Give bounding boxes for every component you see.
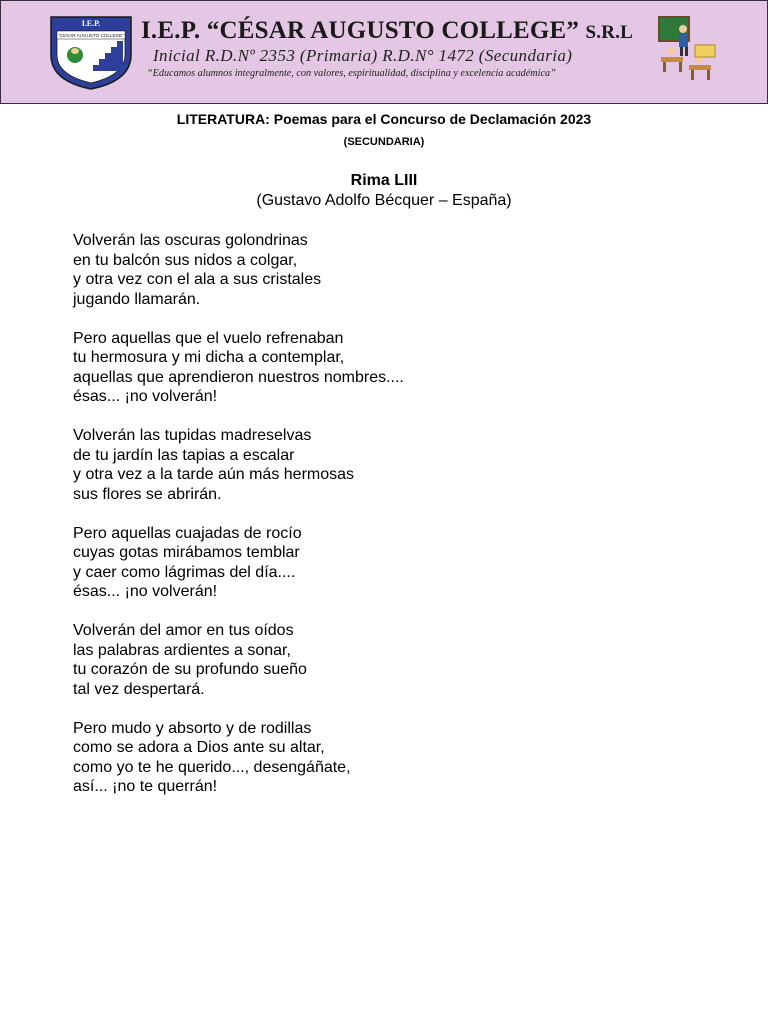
poem-line: jugando llamarán. [73,290,201,308]
poem-body [73,231,693,816]
poem-line: sus flores se abrirán. [73,485,222,503]
poem-line: ésas... ¡no volverán! [73,583,218,600]
poem-stanza [73,524,693,602]
poem-stanza [73,719,693,797]
poem-stanza [73,426,693,504]
poem-line: y otra vez con el ala a sus cristales [73,271,322,288]
resolution-numbers: Inicial R.D.Nº 2353 (Primaria) R.D.N° 1472 (Secundaria) [153,46,573,65]
poem-line: Pero aquellas cuajadas de rocío [73,524,302,542]
poem-line: en tu balcón sus nidos a colgar, [73,251,298,269]
poem-stanza [73,621,693,699]
crest-top-text: I.E.P. [81,19,101,28]
poem-line: Volverán las tupidas madreselvas [73,427,312,444]
poem-line: tu corazón de su profundo sueño [73,661,307,678]
school-name-text: I.E.P. “CÉSAR AUGUSTO COLLEGE” [141,17,580,44]
poem-line: ésas... ¡no volverán! [73,388,218,405]
document-subtitle: (SECUNDARIA) [343,136,425,148]
document-title: LITERATURA: Poemas para el Concurso de Declamación 2023 [176,111,592,127]
school-name-suffix: S.R.L [585,22,633,43]
poem-line: tu hermosura y mi dicha a contemplar, [73,349,345,366]
poem-line: Volverán del amor en tus oídos [73,622,294,639]
poem-line: Pero mudo y absorto y de rodillas [73,719,312,737]
poem-line: de tu jardín las tapias a escalar [73,446,295,464]
poem-stanza [73,329,693,407]
poem-line: así... ¡no te querrán! [73,778,218,795]
poem-line: cuyas gotas mirábamos temblar [73,544,300,561]
poem-line: las palabras ardientes a sonar, [73,641,291,659]
poem-line: Volverán las oscuras golondrinas [73,232,308,249]
poem-line: como se adora a Dios ante su altar, [73,739,325,756]
school-name [141,17,636,45]
poem-author: (Gustavo Adolfo Bécquer – España) [256,192,512,209]
poem-line: como yo te he querido..., desengáñate, [73,758,351,776]
poem-stanza [73,231,693,309]
teacher-classroom-clipart [653,15,719,89]
letterhead-banner [0,0,768,104]
poem-line: y caer como lágrimas del día.... [73,563,296,581]
poem-line: aquellas que aprendieron nuestros nombres.... [73,368,404,386]
school-crest-logo [45,11,137,91]
crest-band-text: “CESAR AUGUSTO COLLEGE” [58,33,124,38]
poem-line: Pero aquellas que el vuelo refrenaban [73,329,344,347]
school-motto: “Educamos alumnos integralmente, con valores, espiritualidad, disciplina y excelencia académica” [147,68,556,79]
poem-title: Rima LIII [350,172,418,189]
poem-line: y otra vez a la tarde aún más hermosas [73,466,355,483]
poem-line: tal vez despertará. [73,680,205,698]
